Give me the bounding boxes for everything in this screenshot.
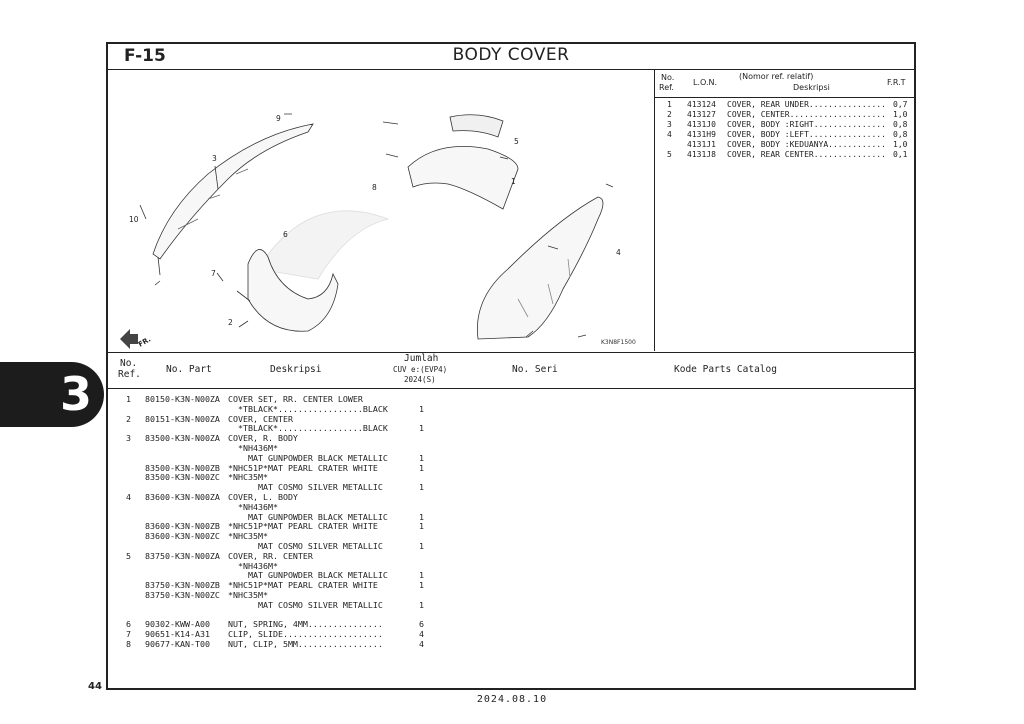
part-1-rear-under[interactable] — [408, 146, 518, 209]
part-cell-qty: 1 — [419, 462, 424, 473]
callout-4[interactable]: 4 — [616, 248, 621, 257]
part-cell-qty: 1 — [419, 511, 424, 522]
part-cell-desc: COVER SET, RR. CENTER LOWER — [228, 394, 363, 404]
lon-cell-desc: COVER, CENTER.................... — [727, 110, 886, 119]
callout-6[interactable]: 6 — [283, 230, 288, 239]
part-cell-desc: *NH436M* — [228, 501, 278, 512]
lon-cell-no: 5 — [667, 150, 672, 159]
lon-cell-desc: COVER, REAR CENTER............... — [727, 150, 886, 159]
lon-cell-no: 4 — [667, 130, 672, 139]
part-cell-part: 83600-K3N-N00ZB — [145, 521, 220, 532]
part-cell-desc: COVER, CENTER — [228, 413, 293, 424]
lon-cell-frt: 0,1 — [893, 150, 908, 159]
part-cell-ref: 1 — [126, 394, 131, 404]
part-cell-qty: 4 — [419, 639, 424, 649]
part-cell-desc: MAT COSMO SILVER METALLIC — [228, 599, 383, 610]
watermark-logo — [258, 211, 388, 279]
part-cell-ref: 2 — [126, 413, 131, 424]
part-4-l-body[interactable] — [477, 197, 603, 339]
col-serial: No. Seri — [512, 364, 558, 375]
part-row[interactable] — [108, 414, 914, 424]
page-number: 44 — [88, 681, 102, 692]
callout-3[interactable]: 3 — [212, 154, 217, 163]
lon-cell-frt: 0,7 — [893, 100, 908, 109]
col-qty-title: Jumlah — [404, 353, 439, 364]
part-row[interactable] — [108, 590, 914, 600]
part-row[interactable] — [108, 482, 914, 492]
lon-cell-desc: COVER, BODY :KEDUANYA............ — [727, 140, 886, 149]
part-cell-desc: COVER, RR. CENTER — [228, 550, 313, 561]
part-cell-qty: 1 — [419, 403, 424, 414]
part-cell-desc: *NHC35M* — [228, 531, 268, 542]
callout-8[interactable]: 8 — [372, 183, 377, 192]
part-row[interactable] — [108, 580, 914, 590]
part-cell-ref: 3 — [126, 433, 131, 444]
part-row[interactable] — [108, 394, 914, 404]
part-cell-part: 83600-K3N-N00ZA — [145, 492, 220, 502]
part-cell-desc: *TBLACK*.................BLACK — [228, 423, 388, 434]
part-cell-ref: 5 — [126, 550, 131, 561]
part-cell-part: 83500-K3N-N00ZA — [145, 433, 220, 444]
callout-9[interactable]: 9 — [276, 114, 281, 123]
part-row[interactable] — [108, 492, 914, 502]
lon-cell-no: 3 — [667, 120, 672, 129]
part-row[interactable] — [108, 561, 914, 571]
figure-reference-code: K3N8F1500 — [601, 339, 636, 346]
col-no: No. — [120, 358, 138, 369]
lon-cell-lon: 4131H9 — [687, 130, 716, 139]
callout-1[interactable]: 1 — [511, 177, 516, 186]
part-row[interactable] — [108, 404, 914, 414]
lon-row[interactable] — [655, 100, 914, 110]
exploded-diagram — [108, 69, 655, 351]
lon-row[interactable] — [655, 120, 914, 130]
col-desc: Deskripsi — [270, 364, 322, 375]
part-cell-qty: 4 — [419, 629, 424, 640]
lon-cell-no: 1 — [667, 100, 672, 109]
part-cell-desc: *NH436M* — [228, 560, 278, 571]
part-cell-desc: COVER, R. BODY — [228, 433, 298, 444]
part-cell-desc: *NHC51P*MAT PEARL CRATER WHITE — [228, 521, 378, 532]
lon-table-header — [655, 69, 914, 98]
part-row[interactable] — [108, 619, 914, 629]
lon-cell-lon: 4131J1 — [687, 140, 716, 149]
front-arrow-icon — [120, 329, 138, 349]
part-cell-desc: *NHC35M* — [228, 472, 268, 483]
lon-col-frt: F.R.T — [887, 78, 906, 87]
section-tab[interactable] — [0, 362, 104, 427]
lon-cell-desc: COVER, BODY :RIGHT............... — [727, 120, 886, 129]
lon-cell-lon: 413127 — [687, 110, 716, 119]
part-cell-part: 83500-K3N-N00ZB — [145, 462, 220, 473]
part-row[interactable] — [108, 541, 914, 551]
part-cell-part: 80150-K3N-N00ZA — [145, 394, 220, 404]
lon-col-ref: Ref. — [659, 83, 674, 92]
figure-code: F-15 — [124, 46, 166, 66]
lon-cell-frt: 0,8 — [893, 120, 908, 129]
part-cell-part: 83750-K3N-N00ZB — [145, 580, 220, 591]
lon-col-desc-note: (Nomor ref. relatif) — [739, 72, 814, 81]
part-cell-ref: 4 — [126, 492, 131, 502]
catalog-table-header — [108, 352, 914, 389]
part-cell-ref: 6 — [126, 619, 131, 630]
lon-cell-lon: 4131J0 — [687, 120, 716, 129]
part-cell-qty: 1 — [419, 541, 424, 551]
lon-cell-no: 2 — [667, 110, 672, 119]
part-cell-ref: 7 — [126, 629, 131, 640]
part-row[interactable] — [108, 531, 914, 541]
lon-row[interactable] — [655, 130, 914, 140]
part-cell-desc: MAT COSMO SILVER METALLIC — [228, 482, 383, 493]
part-cell-desc: *NHC51P*MAT PEARL CRATER WHITE — [228, 462, 378, 473]
part-cell-desc: NUT, SPRING, 4MM............... — [228, 619, 383, 630]
part-cell-part: 83750-K3N-N00ZA — [145, 550, 220, 561]
part-row[interactable] — [108, 639, 914, 649]
part-cell-part: 90677-KAN-T00 — [145, 639, 210, 649]
part-row[interactable] — [108, 472, 914, 482]
part-cell-ref: 8 — [126, 639, 131, 649]
part-row[interactable] — [108, 629, 914, 639]
fr-label: FR. — [137, 335, 153, 349]
part-cell-desc: MAT GUNPOWDER BLACK METALLIC — [228, 570, 388, 581]
part-cell-qty: 1 — [419, 521, 424, 532]
part-row[interactable] — [108, 502, 914, 512]
lon-col-no: No. — [661, 73, 675, 82]
part-row[interactable] — [108, 610, 914, 620]
lon-cell-desc: COVER, BODY :LEFT................ — [727, 130, 886, 139]
exploded-diagram-drawing — [108, 69, 654, 351]
part-cell-desc: MAT GUNPOWDER BLACK METALLIC — [228, 511, 388, 522]
part-row[interactable] — [108, 551, 914, 561]
part-cell-part: 80151-K3N-N00ZA — [145, 413, 220, 424]
part-cell-desc: *NH436M* — [228, 443, 278, 453]
part-cell-part: 90302-KWW-A00 — [145, 619, 210, 630]
lon-row[interactable] — [655, 150, 914, 160]
part-cell-qty: 6 — [419, 619, 424, 630]
part-row[interactable] — [108, 443, 914, 453]
callout-7[interactable]: 7 — [211, 269, 216, 278]
part-cell-qty: 1 — [419, 599, 424, 610]
col-ref: Ref. — [118, 369, 141, 380]
col-kode: Kode Parts Catalog — [674, 364, 777, 375]
part-5-rear-center[interactable] — [450, 115, 503, 137]
part-row[interactable] — [108, 463, 914, 473]
callout-2[interactable]: 2 — [228, 318, 233, 327]
part-cell-desc: MAT COSMO SILVER METALLIC — [228, 541, 383, 551]
lon-cell-frt: 0,8 — [893, 130, 908, 139]
part-row[interactable] — [108, 570, 914, 580]
part-cell-desc: MAT GUNPOWDER BLACK METALLIC — [228, 452, 388, 463]
part-cell-desc: *NHC51P*MAT PEARL CRATER WHITE — [228, 580, 378, 591]
col-part: No. Part — [166, 364, 212, 375]
print-date: 2024.08.10 — [476, 694, 548, 705]
lon-row[interactable] — [655, 110, 914, 120]
part-cell-qty: 1 — [419, 452, 424, 463]
callout-10[interactable]: 10 — [129, 215, 139, 224]
part-row[interactable] — [108, 512, 914, 522]
part-cell-qty: 1 — [419, 423, 424, 434]
lon-col-lon: L.O.N. — [693, 78, 718, 87]
catalog-page-frame — [106, 42, 916, 690]
section-tab-number: 3 — [59, 367, 92, 421]
part-row[interactable] — [108, 600, 914, 610]
part-row[interactable] — [108, 453, 914, 463]
lon-row[interactable] — [655, 140, 914, 150]
part-cell-desc: NUT, CLIP, 5MM................. — [228, 639, 383, 649]
col-qty-model: CUV e:(EVP4) — [393, 365, 448, 374]
callout-5[interactable]: 5 — [514, 137, 519, 146]
part-row[interactable] — [108, 521, 914, 531]
part-cell-desc: CLIP, SLIDE.................... — [228, 629, 383, 640]
lon-table — [655, 69, 914, 351]
part-cell-desc: *NHC35M* — [228, 590, 268, 600]
part-cell-part: 90651-K14-A31 — [145, 629, 210, 640]
page-header — [108, 44, 914, 70]
page-title: BODY COVER — [452, 45, 570, 65]
lon-cell-desc: COVER, REAR UNDER................ — [727, 100, 886, 109]
part-cell-desc: *TBLACK*.................BLACK — [228, 403, 388, 414]
lon-col-desc: Deskripsi — [793, 83, 830, 92]
part-row[interactable] — [108, 433, 914, 443]
lon-cell-lon: 4131J8 — [687, 150, 716, 159]
part-cell-qty: 1 — [419, 580, 424, 591]
part-cell-part: 83500-K3N-N00ZC — [145, 472, 220, 483]
part-row[interactable] — [108, 423, 914, 433]
col-qty-year: 2024(S) — [404, 375, 436, 384]
part-cell-part: 83600-K3N-N00ZC — [145, 531, 220, 542]
part-cell-desc: COVER, L. BODY — [228, 492, 298, 502]
lon-cell-frt: 1,0 — [893, 110, 908, 119]
part-cell-qty: 1 — [419, 570, 424, 581]
lon-cell-lon: 413124 — [687, 100, 716, 109]
part-cell-part: 83750-K3N-N00ZC — [145, 590, 220, 600]
part-cell-qty: 1 — [419, 482, 424, 493]
lon-cell-frt: 1,0 — [893, 140, 908, 149]
